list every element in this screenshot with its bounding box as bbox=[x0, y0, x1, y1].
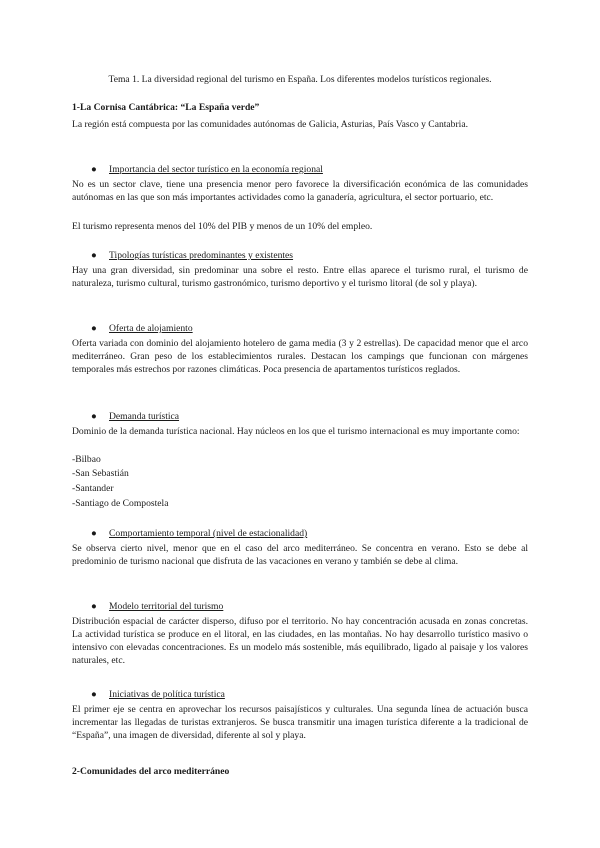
list-item-city: -San Sebastián bbox=[72, 468, 129, 479]
bullet-label: Comportamiento temporal (nivel de estacionalidad) bbox=[109, 528, 308, 539]
section-1-heading: 1-La Cornisa Cantábrica: “La España verde” bbox=[72, 102, 260, 113]
bullet-label: Modelo territorial del turismo bbox=[109, 601, 224, 612]
section-2-heading: 2-Comunidades del arco mediterráneo bbox=[72, 766, 230, 777]
section-1-intro: La región está compuesta por las comunidades autónomas de Galicia, Asturias, País Vasco y Cantabria. bbox=[72, 119, 468, 130]
document-title: Tema 1. La diversidad regional del turismo en España. Los diferentes modelos turísticos regionales. bbox=[108, 74, 492, 85]
bullet-territorial-model bbox=[91, 600, 223, 613]
paragraph-territorial-model: Distribución espacial de carácter disperso, difuso por el territorio. No hay concentración acusada en zonas concretas. La actividad turística se produce en el litoral, en las ciudades, en las montañas. No hay desarrollo turístico masivo o intensivo con elevadas concentraciones. Es un modelo más sostenible, más equilibrado, ligado al paisaje y los valores naturales, etc. bbox=[72, 616, 528, 666]
bullet-accommodation bbox=[91, 322, 193, 335]
paragraph-demand: Dominio de la demanda turística nacional. Hay núcleos en los que el turismo internacional es muy importante como: bbox=[72, 426, 520, 437]
paragraph-seasonality: Se observa cierto nivel, menor que en el caso del arco mediterráneo. Se concentra en verano. Esto se debe al predominio de turismo nacional que disfruta de las vacaciones en verano y también se debe al clima. bbox=[72, 543, 528, 567]
paragraph-accommodation: Oferta variada con dominio del alojamiento hotelero de gama media (3 y 2 estrellas). De capacidad menor que el arco mediterráneo. Gran peso de los establecimientos rurales. Destacan los campings que funcionan con márgenes temporales más estrechos por razones climáticas. Poca presencia de apartamentos turísticos reglados. bbox=[72, 338, 528, 375]
bullet-dot-icon: ● bbox=[91, 411, 97, 422]
list-item-city: -Santiago de Compostela bbox=[72, 498, 169, 509]
bullet-tourism-types bbox=[91, 249, 293, 262]
list-item-city: -Bilbao bbox=[72, 454, 101, 465]
bullet-policy-initiatives bbox=[91, 688, 225, 701]
bullet-economic-importance bbox=[91, 163, 323, 176]
bullet-dot-icon: ● bbox=[91, 601, 97, 612]
list-item-city: -Santander bbox=[72, 483, 114, 494]
bullet-label: Importancia del sector turístico en la economía regional bbox=[109, 164, 323, 175]
bullet-demand bbox=[91, 410, 179, 423]
paragraph-economic-share: El turismo representa menos del 10% del PIB y menos de un 10% del empleo. bbox=[72, 221, 373, 232]
paragraph-tourism-types: Hay una gran diversidad, sin predominar una sobre el resto. Entre ellas aparece el turismo rural, el turismo de naturaleza, turismo cultural, turismo gastronómico, turismo deportivo y el turismo litoral (de sol y playa). bbox=[72, 265, 528, 289]
bullet-label: Iniciativas de política turística bbox=[109, 689, 225, 700]
paragraph-economic-importance: No es un sector clave, tiene una presencia menor pero favorece la diversificación económica de las comunidades autónomas en las que son más importantes actividades como la ganadería, agricultura, el sector portuario, etc. bbox=[72, 179, 528, 203]
bullet-seasonality bbox=[91, 527, 307, 540]
bullet-dot-icon: ● bbox=[91, 164, 97, 175]
bullet-label: Oferta de alojamiento bbox=[109, 323, 193, 334]
bullet-dot-icon: ● bbox=[91, 528, 97, 539]
bullet-label: Tipologías turísticas predominantes y existentes bbox=[109, 250, 294, 261]
bullet-label: Demanda turística bbox=[109, 411, 180, 422]
paragraph-policy-initiatives: El primer eje se centra en aprovechar los recursos paisajísticos y culturales. Una segunda línea de actuación busca incrementar las llegadas de turistas extranjeros. Se busca transmitir una imagen turística diferente a la tradicional de “España”, una imagen de diversidad, diferente al sol y playa. bbox=[72, 704, 528, 741]
bullet-dot-icon: ● bbox=[91, 250, 97, 261]
bullet-dot-icon: ● bbox=[91, 323, 97, 334]
bullet-dot-icon: ● bbox=[91, 689, 97, 700]
